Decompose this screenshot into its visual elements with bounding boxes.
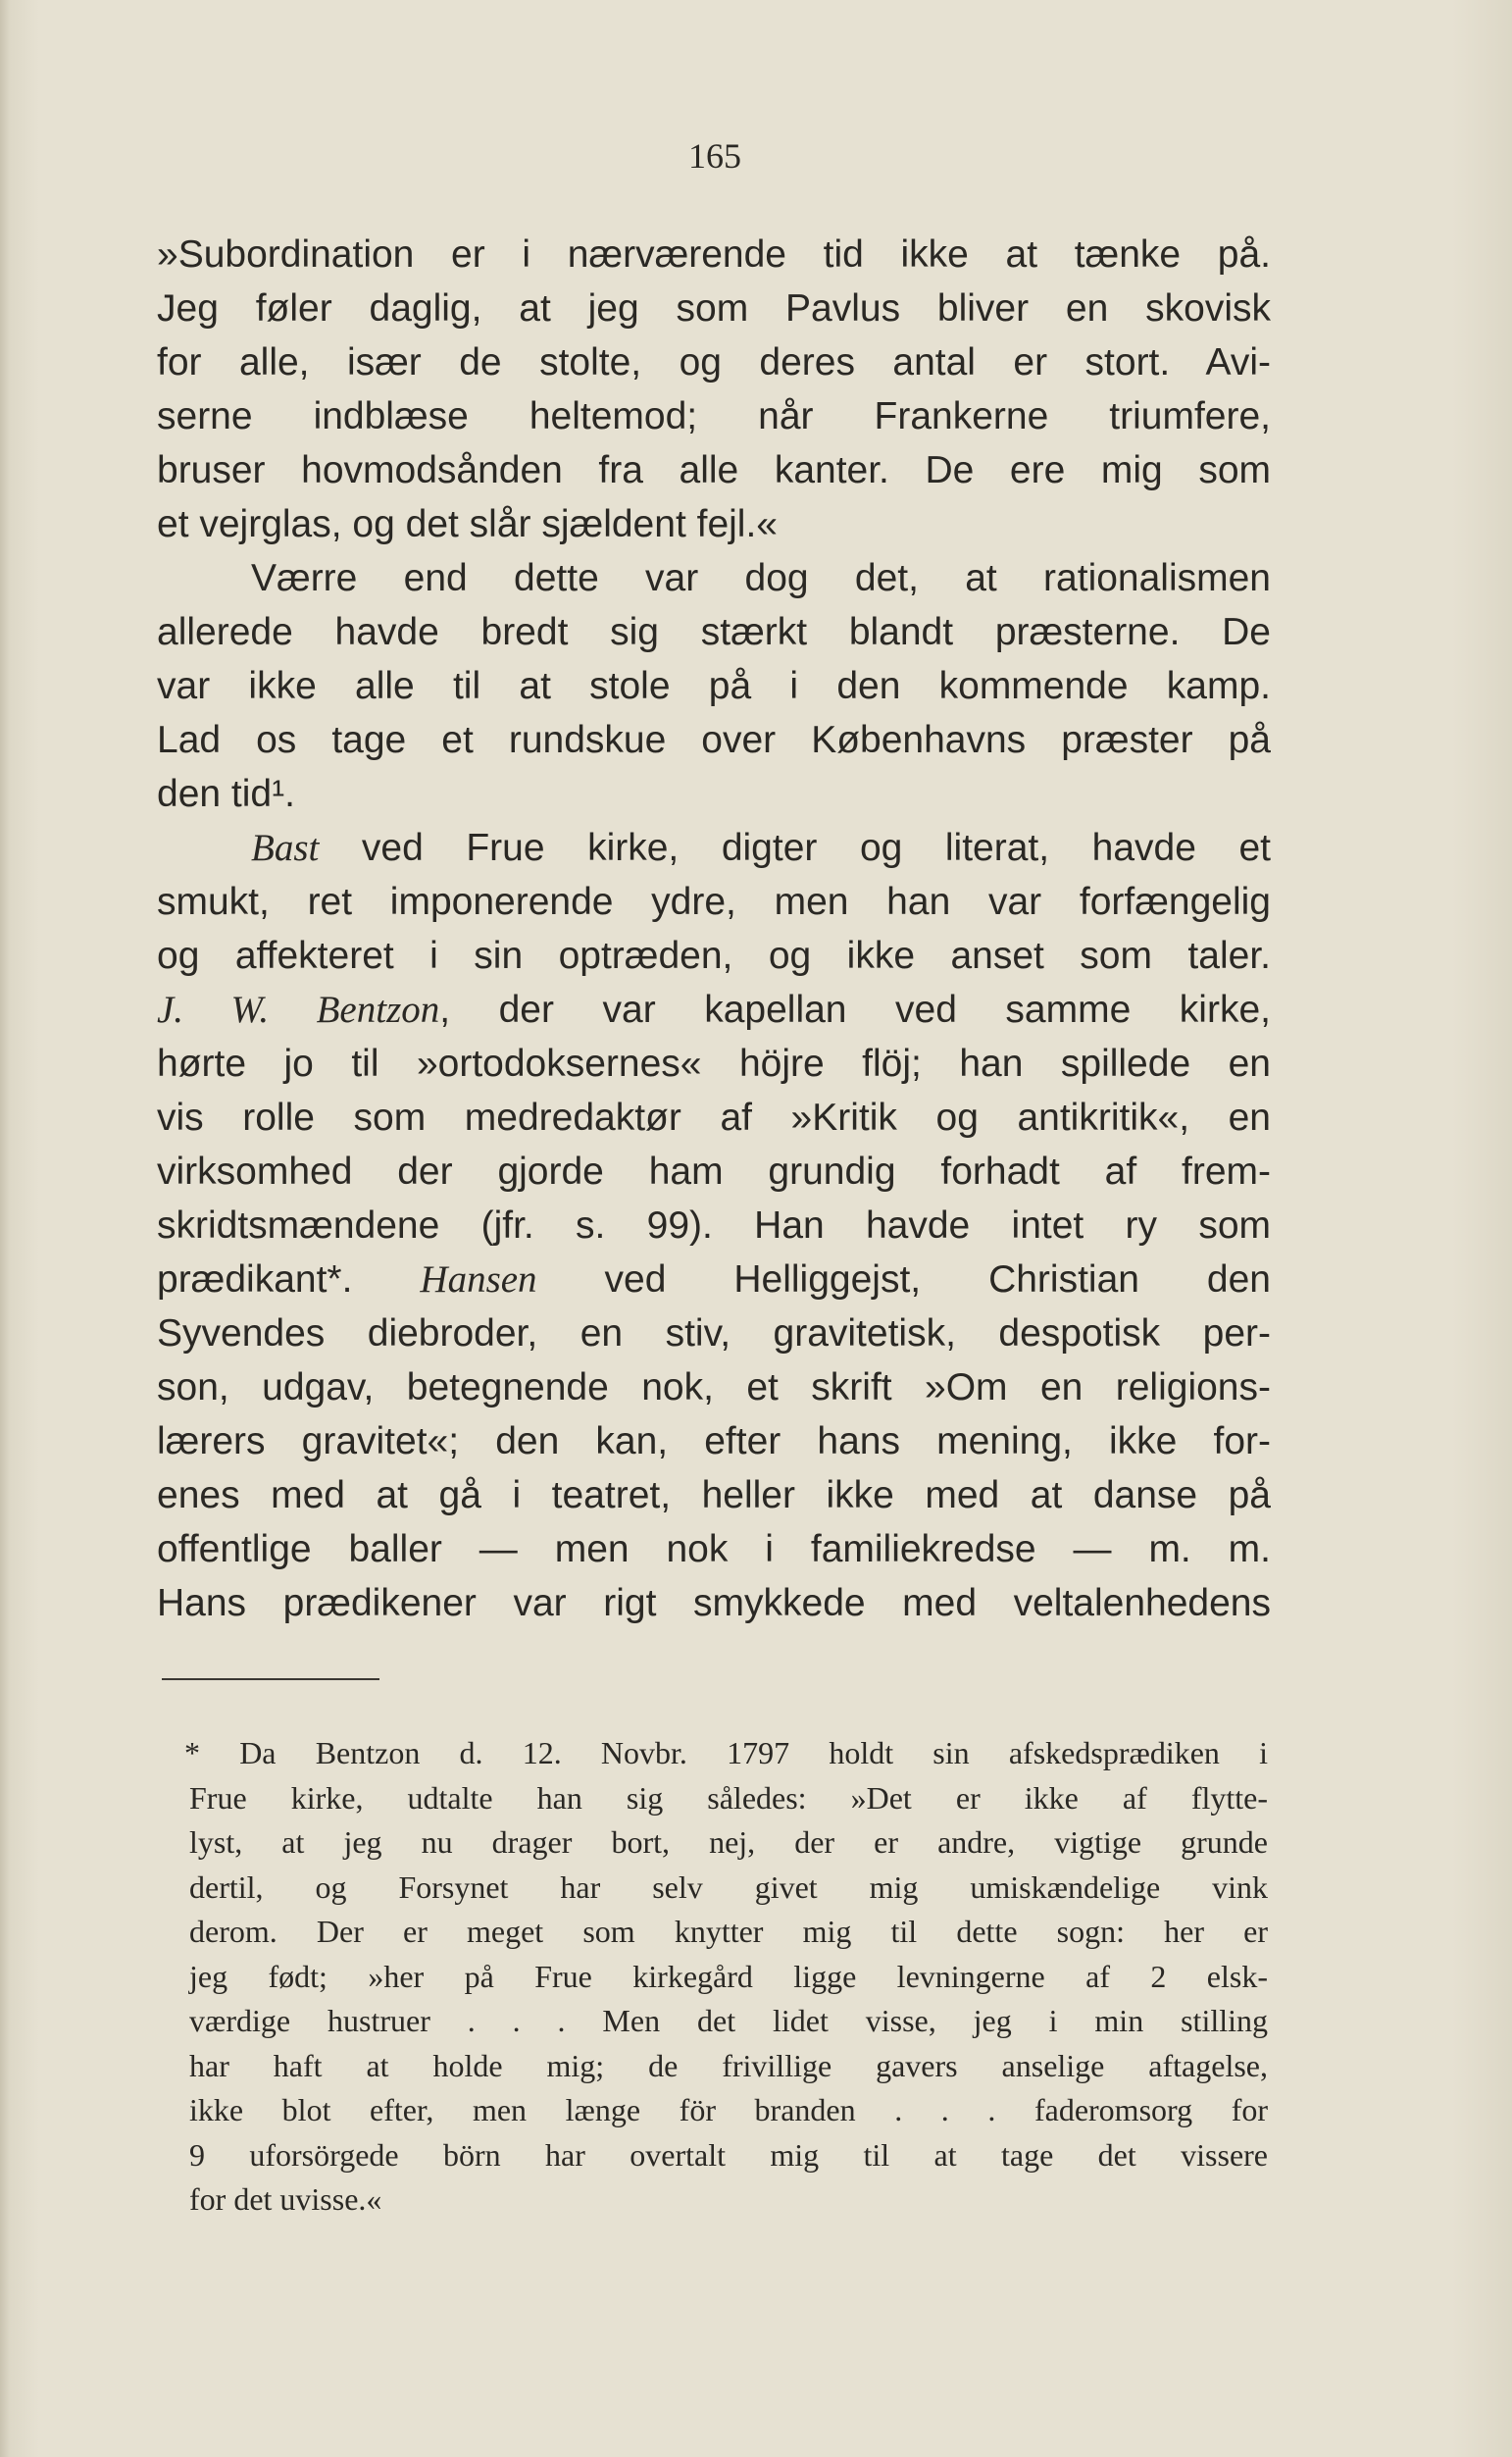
text-line: smukt, ret imponerende ydre, men han var forfængelig <box>157 881 1271 923</box>
footnote-line: dertil, og Forsynet har selv givet mig umiskændelige vink <box>189 1868 1268 1905</box>
text-line: vis rolle som medredaktør af »Kritik og antikritik«, en <box>157 1097 1271 1139</box>
text-line: serne indblæse heltemod; når Frankerne triumfere, <box>157 395 1271 437</box>
text-span: , der var kapellan ved samme kirke, <box>439 989 1271 1031</box>
text-line: lærers gravitet«; den kan, efter hans mening, ikke for- <box>157 1420 1271 1462</box>
text-line: Syvendes diebroder, en stiv, gravitetisk, despotisk per- <box>157 1312 1271 1355</box>
body-text <box>157 228 1271 1630</box>
text-line: enes med at gå i teatret, heller ikke med at danse på <box>157 1474 1271 1516</box>
footnote-line: derom. Der er meget som knytter mig til dette sogn: her er <box>189 1914 1268 1949</box>
footnote-line: jeg født; »her på Frue kirkegård ligge levningerne af 2 elsk- <box>189 1958 1268 1994</box>
footnote-line: * Da Bentzon d. 12. Novbr. 1797 holdt sin afskedsprædiken i <box>184 1735 1268 1770</box>
footnote-line: 9 uforsörgede börn har overtalt mig til at tage det vissere <box>189 2136 1268 2173</box>
text-line <box>157 1253 1271 1306</box>
text-line: den tid¹. <box>157 773 295 815</box>
footnote-line: Frue kirke, udtalte han sig således: »Det er ikke af flytte- <box>189 1779 1268 1816</box>
text-span: ved Helliggejst, Christian den <box>536 1258 1271 1301</box>
text-line: hørte jo til »ortodoksernes« höjre flöj; han spillede en <box>157 1043 1271 1085</box>
footnote-line: har haft at holde mig; de frivillige gavers anselige aftagelse, <box>189 2047 1268 2083</box>
text-line: bruser hovmodsånden fra alle kanter. De ere mig som <box>157 449 1271 491</box>
text-line: son, udgav, betegnende nok, et skrift »Om en religions- <box>157 1366 1271 1408</box>
text-line: allerede havde bredt sig stærkt blandt præsterne. De <box>157 611 1271 653</box>
footnote-line: for det uvisse.« <box>189 2181 382 2217</box>
footnote-divider <box>162 1678 379 1680</box>
text-line: og affekteret i sin optræden, og ikke anset som taler. <box>157 935 1271 977</box>
text-line: var ikke alle til at stole på i den kommende kamp. <box>157 665 1271 707</box>
footnote-line: lyst, at jeg nu drager bort, nej, der er andre, vigtige grunde <box>189 1824 1268 1860</box>
text-line: Hans prædikener var rigt smykkede med veltalenhedens <box>157 1582 1271 1624</box>
text-line: virksomhed der gjorde ham grundig forhadt af frem- <box>157 1151 1271 1193</box>
text-span: prædikant*. <box>157 1258 421 1301</box>
person-name: Bast <box>251 827 320 869</box>
text-line: »Subordination er i nærværende tid ikke at tænke på. <box>157 233 1271 276</box>
person-name: Hansen <box>420 1258 537 1301</box>
text-line: Værre end dette var dog det, at rationalismen <box>251 557 1271 599</box>
text-line: for alle, især de stolte, og deres antal er stort. Avi- <box>157 341 1271 384</box>
text-line: et vejrglas, og det slår sjældent fejl.« <box>157 503 778 545</box>
text-span: ved Frue kirke, digter og literat, havde et <box>319 827 1271 869</box>
person-name: J. W. Bentzon <box>157 989 440 1031</box>
text-line: Jeg føler daglig, at jeg som Pavlus bliver en skovisk <box>157 287 1271 330</box>
page-number: 165 <box>688 136 741 176</box>
text-line: Lad os tage et rundskue over Københavns præster på <box>157 719 1271 761</box>
footnote-line: ikke blot efter, men længe för branden . . . faderomsorg for <box>189 2092 1268 2127</box>
text-line <box>157 983 1271 1037</box>
text-line <box>157 821 1271 875</box>
text-line: offentlige baller — men nok i familiekredse — m. m. <box>157 1528 1271 1570</box>
text-line: skridtsmændene (jfr. s. 99). Han havde intet ry som <box>157 1204 1271 1247</box>
footnote-line: værdige hustruer . . . Men det lidet visse, jeg i min stilling <box>189 2003 1268 2038</box>
footnote <box>184 1731 1268 2223</box>
